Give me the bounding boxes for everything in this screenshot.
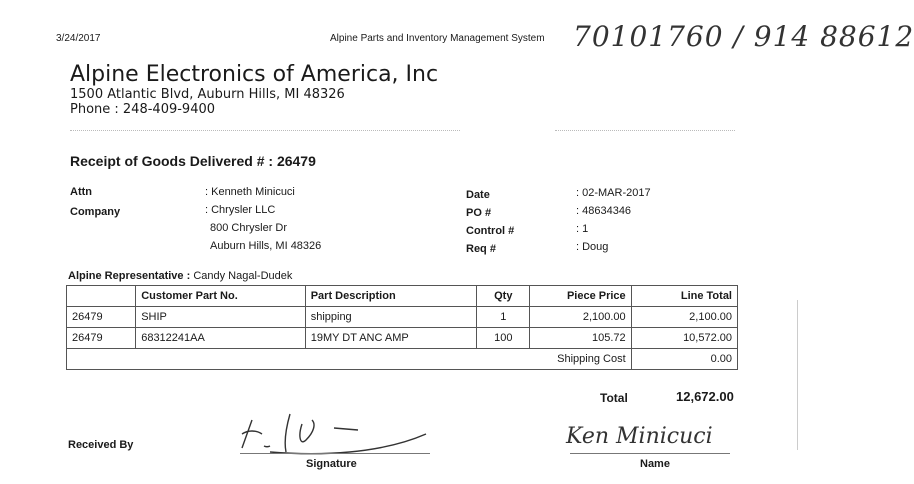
signature-line — [240, 453, 430, 454]
representative-label: Alpine Representative : — [68, 270, 191, 282]
po-label: PO # — [466, 207, 492, 219]
name-line — [570, 453, 730, 454]
col-header-item — [67, 286, 136, 307]
control-value: : 1 — [576, 223, 589, 235]
items-table — [66, 285, 738, 370]
table-row — [67, 307, 738, 328]
total-label: Total — [600, 391, 628, 405]
date-label: Date — [466, 189, 490, 201]
col-header-customer-part: Customer Part No. — [136, 286, 306, 307]
total-value: 12,672.00 — [676, 389, 734, 404]
date-value: : 02-MAR-2017 — [576, 187, 651, 199]
representative-name: Candy Nagal-Dudek — [193, 270, 293, 282]
cell-qty: 100 — [477, 328, 530, 349]
col-header-description: Part Description — [305, 286, 477, 307]
received-by-label: Received By — [68, 439, 134, 451]
company-address-line1: 800 Chrysler Dr — [210, 222, 288, 234]
cell-description: 19MY DT ANC AMP — [305, 328, 477, 349]
company-address: 1500 Atlantic Blvd, Auburn Hills, MI 48326 — [70, 87, 345, 102]
attn-label: Attn — [70, 186, 92, 198]
name-label: Name — [640, 458, 670, 470]
col-header-qty: Qty — [477, 286, 530, 307]
company-phone: Phone : 248-409-9400 — [70, 102, 216, 117]
document-title: Receipt of Goods Delivered # : 26479 — [70, 153, 316, 169]
handwritten-note: 70101760 / 914 88612 — [573, 20, 914, 53]
cell-customer-part: SHIP — [136, 307, 306, 328]
req-label: Req # — [466, 243, 496, 255]
representative — [68, 270, 292, 282]
name-signature: Ken Minicuci — [566, 424, 713, 449]
cell-piece-price: 2,100.00 — [530, 307, 631, 328]
col-header-piece-price: Piece Price — [530, 286, 631, 307]
signature-scribble — [230, 408, 430, 458]
dotted-divider — [70, 130, 460, 131]
attn-value: : Kenneth Minicuci — [205, 186, 295, 198]
signature-label: Signature — [306, 458, 357, 470]
control-label: Control # — [466, 225, 515, 237]
cell-description: shipping — [305, 307, 477, 328]
table-header-row — [67, 286, 738, 307]
shipping-row — [67, 349, 738, 370]
dotted-divider — [555, 130, 735, 131]
company-address-line2: Auburn Hills, MI 48326 — [210, 240, 322, 252]
cell-item: 26479 — [67, 307, 136, 328]
cell-item: 26479 — [67, 328, 136, 349]
company-value: : Chrysler LLC — [205, 204, 276, 216]
cell-piece-price: 105.72 — [530, 328, 631, 349]
table-row — [67, 328, 738, 349]
cell-customer-part: 68312241AA — [136, 328, 306, 349]
shipping-cost-label: Shipping Cost — [67, 349, 632, 370]
col-header-line-total: Line Total — [631, 286, 737, 307]
signature-stroke — [242, 414, 426, 454]
company-name: Alpine Electronics of America, Inc — [70, 62, 439, 87]
system-title: Alpine Parts and Inventory Management System — [330, 33, 545, 44]
cell-qty: 1 — [477, 307, 530, 328]
company-label: Company — [70, 206, 121, 218]
print-date: 3/24/2017 — [56, 33, 101, 44]
req-value: : Doug — [576, 241, 609, 253]
shipping-cost-value: 0.00 — [631, 349, 737, 370]
cell-line-total: 10,572.00 — [631, 328, 737, 349]
po-value: : 48634346 — [576, 205, 632, 217]
page-edge-line — [797, 300, 798, 450]
cell-line-total: 2,100.00 — [631, 307, 737, 328]
